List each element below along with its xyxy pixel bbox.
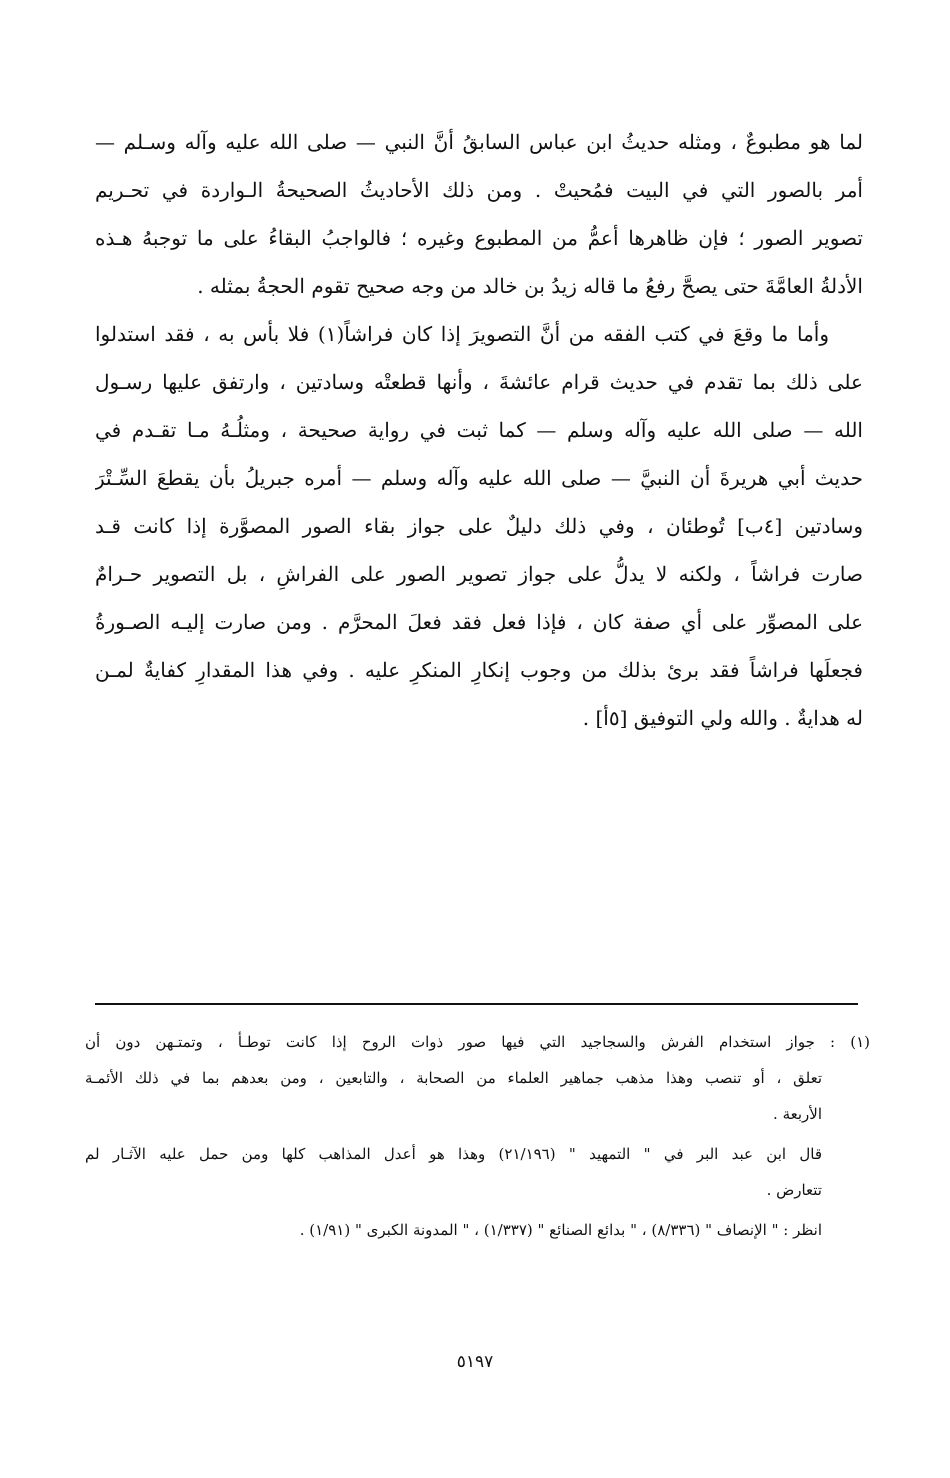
footnote-line: تتعارض . bbox=[766, 1181, 822, 1199]
footnote-line: انظر : " الإنصاف " (٨/٣٣٦) ، " بدائع الصنائع " (١/٣٣٧) ، " المدونة الكبرى " (١/٩١) . bbox=[299, 1221, 822, 1239]
footnote-line: تعلق ، أو تنصب وهذا مذهب جماهير العلماء من الصحابة ، والتابعين ، ومن بعدهم بما في ذلك الأئمـة bbox=[85, 1069, 822, 1087]
footnote-separator bbox=[95, 1003, 858, 1005]
footnotes-block bbox=[85, 1024, 870, 1248]
body-line: لما هو مطبوعٌ ، ومثله حديثُ ابن عباس السابقُ أنَّ النبي — صلى الله عليه وآله وسـلم — bbox=[95, 130, 863, 154]
body-line: تصوير الصور ؛ فإن ظاهرها أعمُّ من المطبوع وغيره ؛ فالواجبُ البقاءُ على ما توجبهُ هـذه bbox=[95, 226, 863, 250]
main-text-block bbox=[95, 118, 863, 742]
page-number: ٥١٩٧ bbox=[456, 1352, 494, 1372]
body-line: الأدلةُ العامَّةَ حتى يصحَّ رفعُ ما قاله زيدُ بن خالد من وجه صحيح تقوم الحجةُ بمثله . bbox=[197, 274, 863, 298]
body-line: على المصوِّر على أي صفة كان ، فإذا فعل فقد فعلَ المحرَّم . ومن صارت إليـه الصـورةُ bbox=[95, 610, 863, 634]
body-line: الله — صلى الله عليه وآله وسلم — كما ثبت في رواية صحيحة ، ومثلُـهُ مـا تقـدم في bbox=[95, 418, 863, 442]
body-line: على ذلك بما تقدم في حديث قرام عائشةَ ، وأنها قطعتْه وسادتين ، وارتفق عليها رسـول bbox=[95, 370, 863, 394]
body-line: وأما ما وقعَ في كتب الفقه من أنَّ التصويرَ إذا كان فراشاً(١) فلا بأس به ، فقد استدلوا bbox=[95, 322, 830, 346]
footnote-line: الأربعة . bbox=[773, 1105, 822, 1123]
footnote-line: قال ابن عبد البر في " التمهيد " (٢١/١٩٦) وهذا هو أعدل المذاهب كلها ومن حمل عليه الآثـار لم bbox=[85, 1145, 822, 1163]
body-line: وسادتين [٤ب] تُوطئان ، وفي ذلك دليلٌ على جواز بقاء الصور المصوَّرة إذا كانت قـد bbox=[95, 514, 863, 538]
body-line: صارت فراشاً ، ولكنه لا يدلُّ على جواز تصوير الصور على الفراشِ ، بل التصوير حـرامٌ bbox=[95, 562, 863, 586]
body-line: فجعلَها فراشاً فقد برئ بذلك من وجوب إنكارِ المنكرِ عليه . وفي هذا المقدارِ كفايةٌ لمـن bbox=[95, 658, 863, 682]
body-line: له هدايةٌ . والله ولي التوفيق [٥أ] . bbox=[582, 706, 863, 730]
body-line: حديث أبي هريرةَ أن النبيَّ — صلى الله عليه وآله وسلم — أمره جبريلُ بأن يقطعَ السِّـتْرَ bbox=[95, 466, 863, 490]
body-line: أمر بالصور التي في البيت فمُحيتْ . ومن ذلك الأحاديثُ الصحيحةُ الـواردة في تحـريم bbox=[95, 178, 863, 202]
footnote-line: (١) : جواز استخدام الفرش والسجاجيد التي فيها صور ذوات الروح إذا كانت توطـأ ، وتمتـهن دون أن bbox=[85, 1033, 870, 1051]
